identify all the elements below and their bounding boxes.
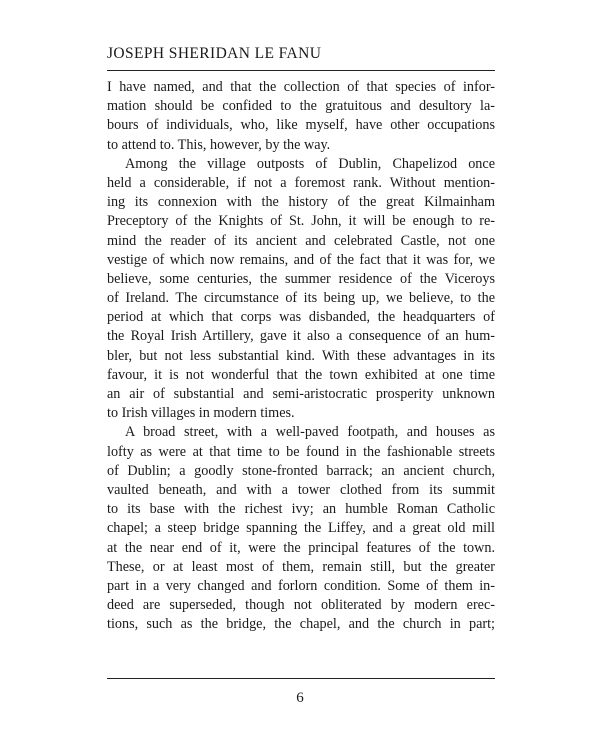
footer-rule [107, 678, 495, 679]
text-line: period at which that corps was disbanded, the headquarters of [107, 309, 495, 326]
text-line: lofty as were at that time to be found in the fashionable streets [107, 443, 495, 460]
text-line: of Ireland. The circumstance of its being up, we believe, to the [107, 290, 495, 307]
text-line: Among the village outposts of Dublin, Chapelizod once [125, 155, 495, 172]
text-line: at the near end of it, were the principal features of the town. [107, 539, 495, 556]
text-line: vestige of which now remains, and of the fact that it was for, we [107, 251, 495, 268]
text-line: tions, such as the bridge, the chapel, and the church in part; [107, 616, 495, 633]
text-line: the Royal Irish Artillery, gave it also a consequence of an hum- [107, 328, 495, 345]
text-line: A broad street, with a well-paved footpath, and houses as [125, 424, 495, 441]
text-line: to attend to. This, however, by the way. [107, 136, 331, 153]
text-line: part in a very changed and forlorn condition. Some of them in- [107, 577, 495, 594]
text-line: These, or at least most of them, remain still, but the greater [107, 558, 495, 575]
text-line: deed are superseded, though not obliterated by modern erec- [107, 597, 495, 614]
text-line: an air of substantial and semi-aristocratic prosperity unknown [107, 386, 495, 402]
text-line: bours of individuals, who, like myself, have other occupations [107, 117, 495, 134]
text-line: Preceptory of the Knights of St. John, it will be enough to re- [107, 213, 495, 230]
text-line: I have named, and that the collection of that species of infor- [107, 79, 495, 95]
text-line: favour, it is not wonderful that the town exhibited at one time [107, 366, 495, 383]
running-header: JOSEPH SHERIDAN LE FANU [107, 45, 322, 62]
body-text [107, 78, 495, 634]
text-line: chapel; a steep bridge spanning the Liffey, and a great old mill [107, 520, 495, 537]
text-line: of Dublin; a goodly stone-fronted barrack; an ancient church, [107, 462, 495, 479]
text-line: believe, some centuries, the summer residence of the Viceroys [107, 270, 495, 287]
text-line: held a considerable, if not a foremost rank. Without mention- [107, 174, 495, 191]
text-line: vaulted beneath, and with a tower clothed from its summit [107, 481, 495, 498]
text-line: mind the reader of its ancient and celebrated Castle, not one [107, 232, 495, 249]
header-rule [107, 70, 495, 71]
text-line: mation should be confided to the gratuitous and desultory la- [107, 98, 495, 115]
text-line: ing its connexion with the history of the great Kilmainham [107, 194, 495, 211]
page-number: 6 [296, 690, 304, 706]
text-line: bler, but not less substantial kind. With these advantages in its [107, 347, 495, 364]
text-line: to its base with the richest ivy; an humble Roman Catholic [107, 501, 495, 518]
text-line: to Irish villages in modern times. [107, 405, 295, 422]
